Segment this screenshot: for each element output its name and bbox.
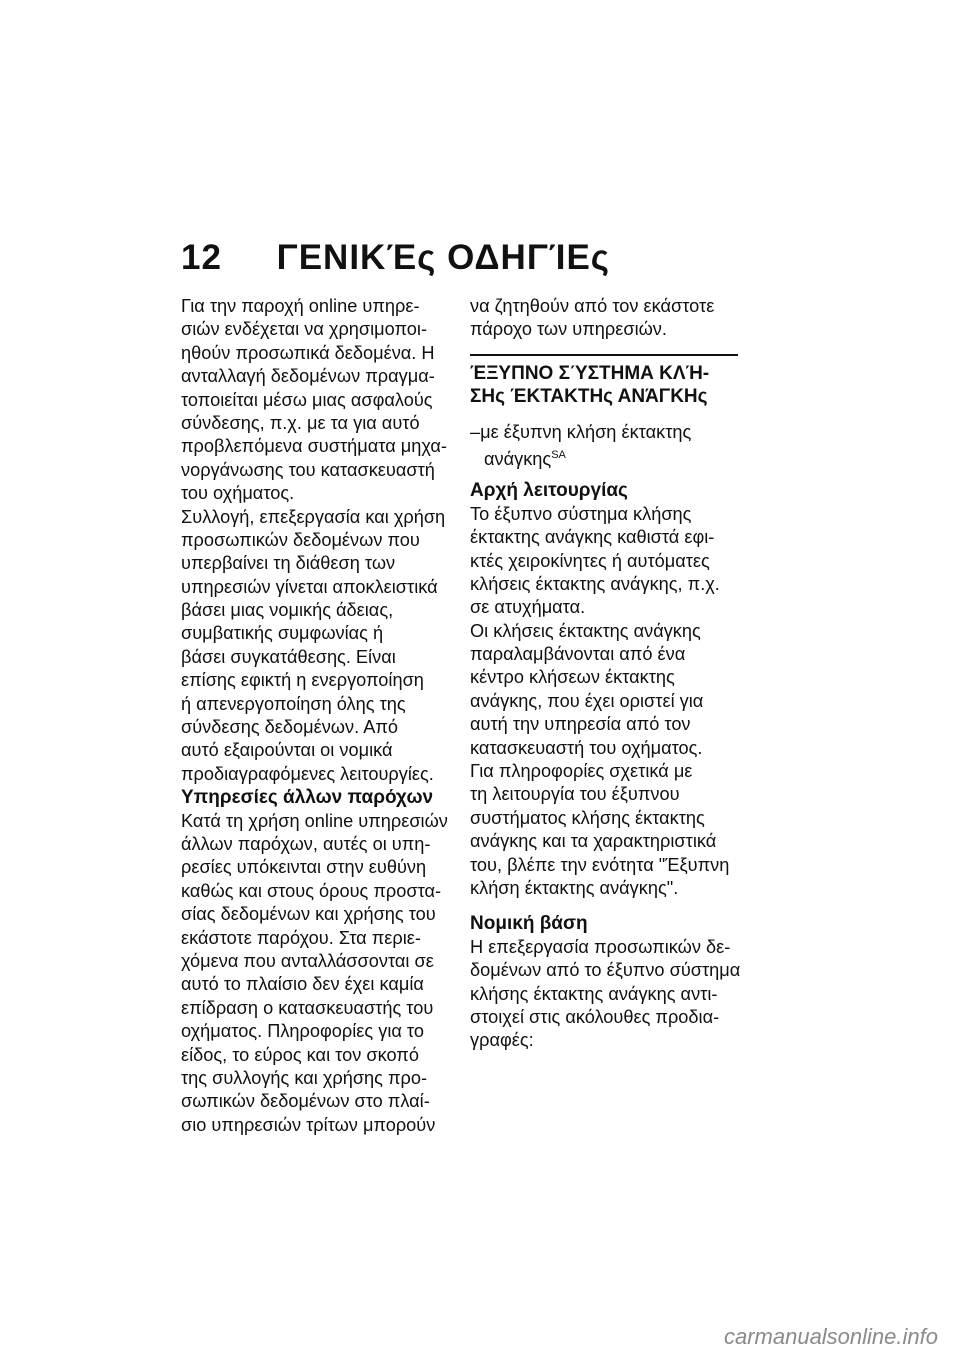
text-line: υπερβαίνει τη διάθεση των bbox=[181, 553, 396, 574]
page-title: ΓΕΝΙΚΈς ΟΔΗΓΊΕς bbox=[276, 238, 610, 277]
text-line: Για την παροχή online υπηρε- bbox=[181, 296, 420, 316]
text-line: προσωπικών δεδομένων που bbox=[181, 529, 420, 550]
text-line: Η επεξεργασία προσωπικών δε- bbox=[470, 936, 731, 957]
text-line: συστήματος κλήσης έκτακτης bbox=[470, 807, 705, 828]
text-line: Κατά τη χρήση online υπηρεσιών bbox=[181, 810, 448, 831]
continuation-paragraph bbox=[470, 295, 760, 342]
text-line: αυτή την υπηρεσία από τον bbox=[470, 714, 691, 735]
principle-heading: Αρχή λειτουργίας bbox=[470, 480, 628, 502]
text-line: νοργάνωσης του κατασκευαστή bbox=[181, 459, 435, 480]
text-line: προβλεπόμενα συστήματα μηχα- bbox=[181, 436, 447, 457]
text-line: του οχήματος. bbox=[181, 483, 295, 504]
watermark: carmanualsonline.info bbox=[723, 1324, 938, 1349]
text-line: υπηρεσιών γίνεται αποκλειστικά bbox=[181, 576, 438, 597]
text-line: κλήση έκτακτης ανάγκης". bbox=[470, 877, 679, 898]
text-line: σύνδεσης, π.χ. με τα για αυτό bbox=[181, 412, 420, 433]
bullet-line-2: ανάγκης$^{SA}$ bbox=[484, 448, 566, 469]
text-line: Οι κλήσεις έκτακτης ανάγκης bbox=[470, 620, 701, 641]
third-party-paragraph bbox=[181, 810, 471, 1137]
text-line: ηθούν προσωπικά δεδομένα. Η bbox=[181, 342, 435, 363]
text-line: χόμενα που ανταλλάσσονται σε bbox=[181, 950, 434, 971]
third-party-heading: Υπηρεσίες άλλων παρόχων bbox=[181, 787, 434, 809]
text-line: βάσει συγκατάθεσης. Είναι bbox=[181, 646, 396, 667]
text-line: ανάγκης και τα χαρακτηριστικά bbox=[470, 831, 717, 852]
page-header bbox=[181, 238, 610, 278]
legal-basis-heading: Νομική βάση bbox=[470, 913, 588, 935]
text-line: πάροχο των υπηρεσιών. bbox=[470, 319, 667, 340]
text-line: αυτό το πλαίσιο δεν έχει καμία bbox=[181, 974, 424, 995]
sa-superscript: SA bbox=[551, 448, 566, 461]
text-line: ανάγκης, που έχει οριστεί για bbox=[470, 690, 704, 711]
text-line: κέντρο κλήσεων έκτακτης bbox=[470, 667, 675, 688]
text-line: προδιαγραφόμενες λειτουργίες. bbox=[181, 763, 434, 784]
text-line: είδος, το εύρος και τον σκοπό bbox=[181, 1044, 419, 1065]
text-line: στοιχεί στις ακόλουθες προδια- bbox=[470, 1006, 720, 1027]
text-line: κλήσης έκτακτης ανάγκης αντι- bbox=[470, 983, 718, 1004]
text-line: τη λειτουργία του έξυπνου bbox=[470, 784, 680, 805]
text-line: Το έξυπνο σύστημα κλήσης bbox=[470, 503, 692, 524]
text-line: σιο υπηρεσιών τρίτων μπορούν bbox=[181, 1114, 436, 1135]
text-line: σιών ενδέχεται να χρησιμοποι- bbox=[181, 319, 428, 340]
text-line: καθώς και στους όρους προστα- bbox=[181, 880, 442, 901]
bullet-line-1: –με έξυπνη κλήση έκτακτης bbox=[470, 421, 692, 442]
text-line: της συλλογής και χρήσης προ- bbox=[181, 1067, 428, 1088]
text-line: τοποιείται μέσω μιας ασφαλούς bbox=[181, 389, 433, 410]
text-line: βάσει μιας νομικής άδειας, bbox=[181, 600, 394, 621]
section-title-line-2: ΣΗς ΈΚΤΑΚΤΗς ΑΝΆΓΚΗς bbox=[470, 386, 708, 408]
text-line: του, βλέπε την ενότητα "Έξυπνη bbox=[470, 854, 730, 875]
text-line: σύνδεσης δεδομένων. Από bbox=[181, 717, 398, 738]
text-line: επίδραση ο κατασκευαστής του bbox=[181, 997, 434, 1018]
online-services-paragraph bbox=[181, 295, 471, 786]
text-line: οχήματος. Πληροφορίες για το bbox=[181, 1021, 424, 1042]
principle-paragraph bbox=[470, 503, 760, 901]
text-line: γραφές: bbox=[470, 1030, 534, 1051]
text-line: αυτό εξαιρούνται οι νομικά bbox=[181, 740, 393, 761]
text-line: παραλαμβάνονται από ένα bbox=[470, 644, 686, 665]
section-title-line-1: ΈΞΥΠΝΟ ΣΎΣΤΗΜΑ ΚΛΉ- bbox=[470, 362, 710, 384]
text-line: επίσης εφικτή η ενεργοποίηση bbox=[181, 670, 424, 691]
page-number: 12 bbox=[181, 238, 222, 277]
text-line: κτές χειροκίνητες ή αυτόματες bbox=[470, 550, 710, 571]
legal-basis-paragraph bbox=[470, 936, 760, 1053]
text-line: ρεσίες υπόκεινται στην ευθύνη bbox=[181, 857, 427, 878]
text-line: Συλλογή, επεξεργασία και χρήση bbox=[181, 506, 446, 527]
section-divider bbox=[470, 354, 738, 356]
text-line: δομένων από το έξυπνο σύστημα bbox=[470, 960, 741, 981]
left-column bbox=[181, 295, 471, 1137]
right-column bbox=[470, 295, 760, 1053]
text-line: Για πληροφορίες σχετικά με bbox=[470, 761, 693, 782]
text-line: ή απενεργοποίηση όλης της bbox=[181, 693, 406, 714]
text-line: σίας δεδομένων και χρήσης του bbox=[181, 904, 436, 925]
text-line: έκτακτης ανάγκης καθιστά εφι- bbox=[470, 527, 715, 548]
text-line: άλλων παρόχων, αυτές οι υπη- bbox=[181, 833, 431, 854]
text-line: συμβατικής συμφωνίας ή bbox=[181, 623, 384, 644]
text-line: να ζητηθούν από τον εκάστοτε bbox=[470, 296, 715, 316]
text-line: κατασκευαστή του οχήματος. bbox=[470, 737, 703, 758]
text-line: κλήσεις έκτακτης ανάγκης, π.χ. bbox=[470, 573, 720, 594]
text-line: σε ατυχήματα. bbox=[470, 597, 586, 618]
text-line: σωπικών δεδομένων στο πλαί- bbox=[181, 1091, 430, 1112]
text-line: εκάστοτε παρόχου. Στα περιε- bbox=[181, 927, 421, 948]
text-line: ανταλλαγή δεδομένων πραγμα- bbox=[181, 366, 435, 387]
equipment-bullet bbox=[470, 421, 760, 468]
